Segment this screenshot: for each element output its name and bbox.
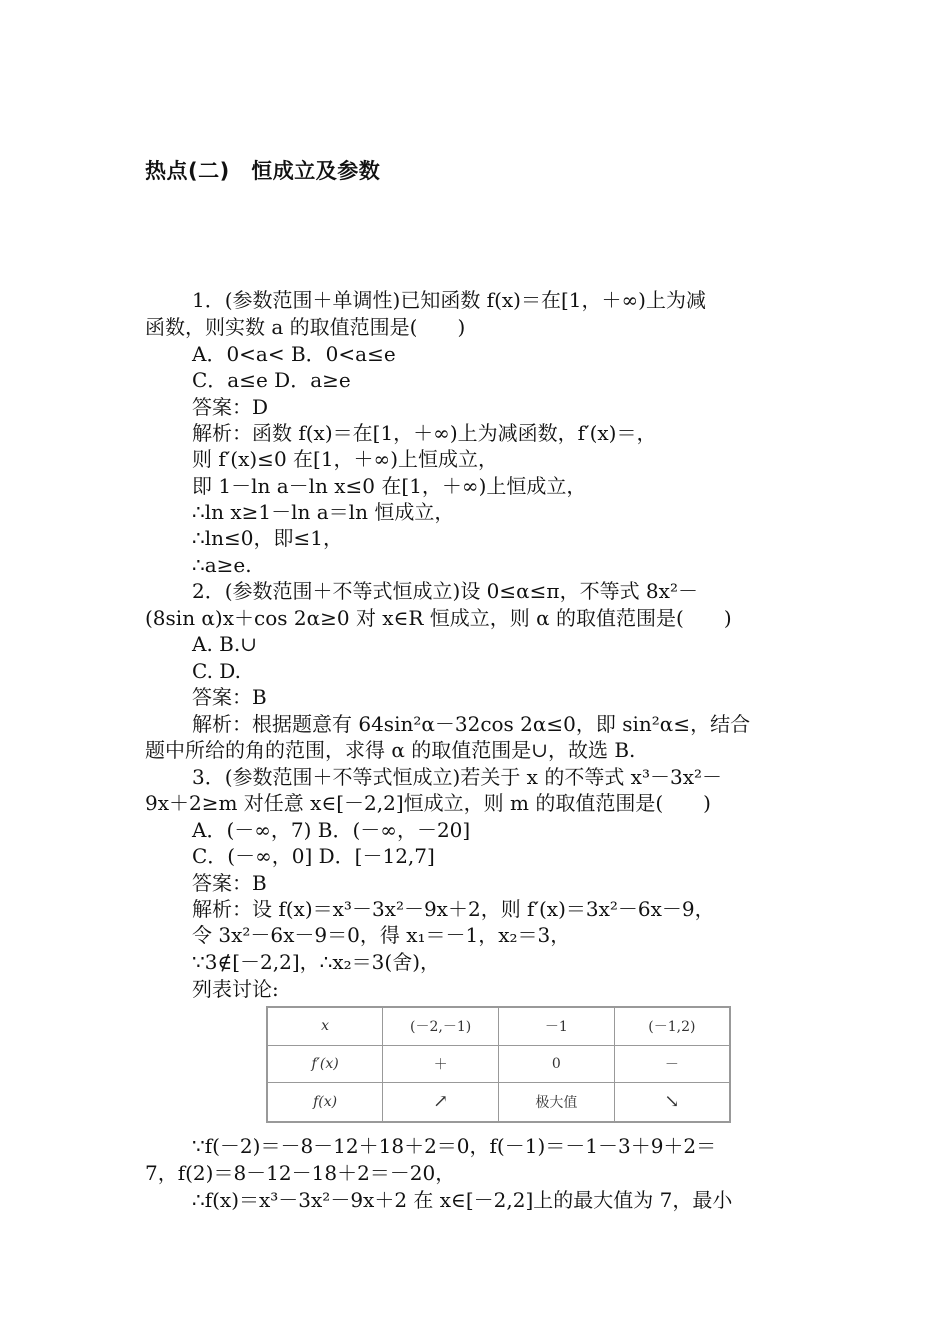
text-line: 列表讨论: [192,977,279,1001]
table-cell: ＋ [383,1045,499,1082]
table-header-cell: x [267,1007,383,1045]
answer-line: 答案：B [192,685,267,709]
table-header-cell: (－2,－1) [383,1007,499,1045]
text-line: ∵f(－2)＝－8－12＋18＋2＝0，f(－1)＝－1－3＋9＋2＝ [192,1134,717,1158]
answer-line: 答案：D [192,395,269,419]
table-cell: 极大值 [499,1082,615,1122]
table-row [267,1007,730,1045]
text-line: 函数，则实数 a 的取值范围是( ) [145,315,466,339]
solution-line: 解析：设 f(x)＝x³－3x²－9x＋2，则 f′(x)＝3x²－6x－9， [192,897,715,921]
answer-line: 答案：B [192,871,267,895]
text-line: 7，f(2)＝8－12－18＋2＝－20， [145,1161,456,1185]
text-line: 则 f′(x)≤0 在[1，＋∞)上恒成立， [192,447,499,471]
text-line: A. B.∪ [192,632,257,656]
text-line: ∴ln≤0，即≤1， [192,526,343,550]
text-line: ∴f(x)＝x³－3x²－9x＋2 在 x∈[－2,2]上的最大值为 7，最小 [192,1188,733,1212]
text-line: 题中所给的角的范围，求得 α 的取值范围是∪，故选 B. [145,738,636,762]
text-line: 9x＋2≥m 对任意 x∈[－2,2]恒成立，则 m 的取值范围是( ) [145,791,711,815]
table-cell: 0 [499,1045,615,1082]
table-cell: ↗ [383,1082,499,1122]
text-line: ∴ln x≥1－ln a＝ln 恒成立， [192,500,455,524]
text-line: ∴a≥e. [192,553,252,577]
sign-table [266,1006,731,1123]
text-line: 3．(参数范围＋不等式恒成立)若关于 x 的不等式 x³－3x²－ [192,765,722,789]
table-header-cell: －1 [499,1007,615,1045]
text-line: A．0<a< B．0<a≤e [192,342,396,366]
table-row [267,1082,730,1122]
text-line: 2．(参数范围＋不等式恒成立)设 0≤α≤π，不等式 8x²－ [192,579,698,603]
text-line: ∵3∉[－2,2]，∴x₂＝3(舍)， [192,950,441,974]
text-line: C. D. [192,659,241,683]
table-cell: － [614,1045,730,1082]
text-line: 即 1－ln a－ln x≤0 在[1，＋∞)上恒成立， [192,474,587,498]
text-line: A．(－∞，7) B．(－∞，－20] [192,818,471,842]
table-cell: f′(x) [267,1045,383,1082]
table-row [267,1045,730,1082]
solution-line: 解析：函数 f(x)＝在[1，＋∞)上为减函数，f′(x)＝， [192,421,657,445]
solution-line: 解析：根据题意有 64sin²α－32cos 2α≤0，即 sin²α≤，结合 [192,712,751,736]
text-line: C．(－∞，0] D．[－12,7] [192,844,435,868]
text-line: C．a≤e D．a≥e [192,368,351,392]
table-cell: ↘ [614,1082,730,1122]
table-header-cell: (－1,2) [614,1007,730,1045]
table-cell: f(x) [267,1082,383,1122]
text-line: (8sin α)x＋cos 2α≥0 对 x∈R 恒成立，则 α 的取值范围是( ) [145,606,732,630]
section-title: 热点(二) 恒成立及参数 [145,159,381,183]
text-line: 1．(参数范围＋单调性)已知函数 f(x)＝在[1，＋∞)上为减 [192,288,706,312]
text-line: 令 3x²－6x－9＝0，得 x₁＝－1，x₂＝3， [192,923,571,947]
